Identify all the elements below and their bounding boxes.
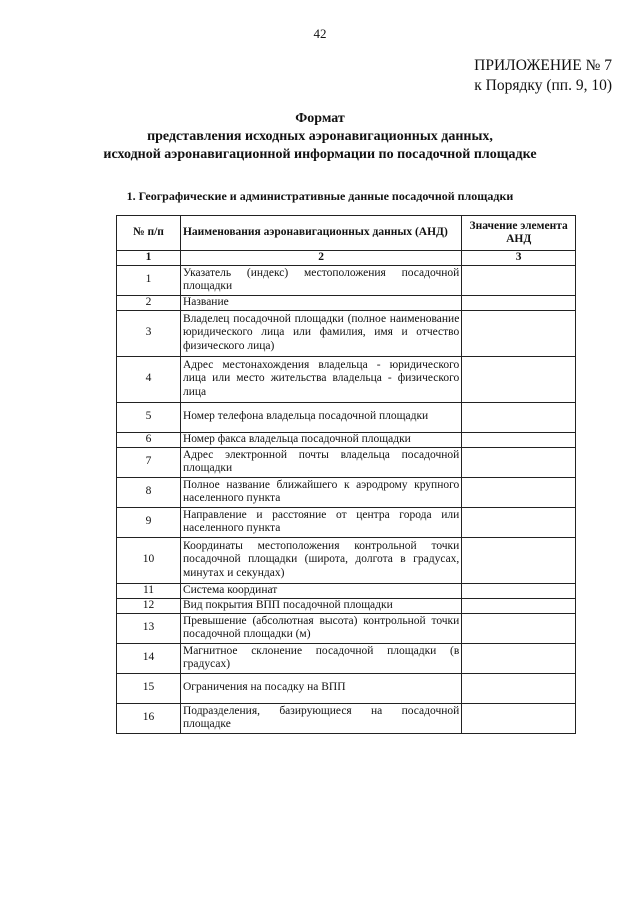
row-number: 12 bbox=[117, 598, 181, 613]
table-row bbox=[117, 613, 576, 643]
row-number: 13 bbox=[117, 613, 181, 643]
row-name: Номер факса владельца посадочной площадки bbox=[180, 432, 461, 447]
row-value bbox=[462, 477, 576, 507]
row-number: 10 bbox=[117, 537, 181, 583]
row-value bbox=[462, 447, 576, 477]
table-row bbox=[117, 598, 576, 613]
column-index-3: 3 bbox=[462, 251, 576, 266]
table-row bbox=[117, 310, 576, 356]
table-header-row bbox=[117, 216, 576, 251]
row-number: 7 bbox=[117, 447, 181, 477]
column-index-row bbox=[117, 251, 576, 266]
table-row bbox=[117, 673, 576, 703]
row-name: Указатель (индекс) местоположения посадочной площадки bbox=[180, 265, 461, 295]
row-value bbox=[462, 356, 576, 402]
row-value bbox=[462, 265, 576, 295]
row-name: Превышение (абсолютная высота) контрольной точки посадочной площадки (м) bbox=[180, 613, 461, 643]
row-name: Система координат bbox=[180, 583, 461, 598]
appendix-title: ПРИЛОЖЕНИЕ № 7 bbox=[474, 57, 612, 74]
row-number: 3 bbox=[117, 310, 181, 356]
title-line-3: исходной аэронавигационной информации по посадочной площадке bbox=[103, 147, 537, 162]
row-value bbox=[462, 432, 576, 447]
row-value bbox=[462, 295, 576, 310]
column-index-2: 2 bbox=[180, 251, 461, 266]
table-row bbox=[117, 643, 576, 673]
row-name: Подразделения, базирующиеся на посадочной площадке bbox=[180, 703, 461, 733]
table-row bbox=[117, 537, 576, 583]
document-title bbox=[0, 110, 640, 164]
row-value bbox=[462, 583, 576, 598]
row-value bbox=[462, 402, 576, 432]
row-name: Адрес местонахождения владельца - юридического лица или место жительства владельца - физического лица bbox=[180, 356, 461, 402]
row-number: 1 bbox=[117, 265, 181, 295]
row-number: 2 bbox=[117, 295, 181, 310]
row-number: 6 bbox=[117, 432, 181, 447]
row-name: Направление и расстояние от центра города или населенного пункта bbox=[180, 507, 461, 537]
aeronautical-data-table bbox=[116, 215, 576, 734]
table-row bbox=[117, 265, 576, 295]
table-row bbox=[117, 447, 576, 477]
section-title: 1. Географические и административные данные посадочной площадки bbox=[126, 189, 514, 203]
row-value bbox=[462, 598, 576, 613]
row-number: 9 bbox=[117, 507, 181, 537]
column-index-1: 1 bbox=[117, 251, 181, 266]
table-row bbox=[117, 295, 576, 310]
table-row bbox=[117, 356, 576, 402]
table-row bbox=[117, 477, 576, 507]
table-row bbox=[117, 402, 576, 432]
row-value bbox=[462, 703, 576, 733]
row-name: Координаты местоположения контрольной точки посадочной площадки (широта, долгота в градусах, минутах и секундах) bbox=[180, 537, 461, 583]
row-number: 4 bbox=[117, 356, 181, 402]
row-name: Магнитное склонение посадочной площадки (в градусах) bbox=[180, 643, 461, 673]
header-name: Наименования аэронавигационных данных (АНД) bbox=[180, 216, 461, 251]
row-value bbox=[462, 643, 576, 673]
row-number: 8 bbox=[117, 477, 181, 507]
table-row bbox=[117, 703, 576, 733]
row-value bbox=[462, 310, 576, 356]
row-value bbox=[462, 613, 576, 643]
title-line-2: представления исходных аэронавигационных данных, bbox=[147, 129, 493, 144]
appendix-subtitle: к Порядку (пп. 9, 10) bbox=[474, 77, 612, 94]
table-row bbox=[117, 583, 576, 598]
appendix-reference bbox=[474, 56, 612, 96]
row-name: Название bbox=[180, 295, 461, 310]
page-number: 42 bbox=[313, 26, 327, 41]
row-value bbox=[462, 507, 576, 537]
row-name: Адрес электронной почты владельца посадочной площадки bbox=[180, 447, 461, 477]
title-line-1: Формат bbox=[295, 111, 345, 126]
row-number: 5 bbox=[117, 402, 181, 432]
row-number: 15 bbox=[117, 673, 181, 703]
row-number: 11 bbox=[117, 583, 181, 598]
table-body bbox=[117, 265, 576, 733]
row-name: Владелец посадочной площадки (полное наименование юридического лица или фамилия, имя и отчество физического лица) bbox=[180, 310, 461, 356]
row-name: Ограничения на посадку на ВПП bbox=[180, 673, 461, 703]
row-number: 14 bbox=[117, 643, 181, 673]
header-value: Значение элемента АНД bbox=[462, 216, 576, 251]
row-value bbox=[462, 673, 576, 703]
row-name: Полное название ближайшего к аэродрому крупного населенного пункта bbox=[180, 477, 461, 507]
row-number: 16 bbox=[117, 703, 181, 733]
table-row bbox=[117, 507, 576, 537]
header-num: № п/п bbox=[117, 216, 181, 251]
table-row bbox=[117, 432, 576, 447]
row-name: Номер телефона владельца посадочной площадки bbox=[180, 402, 461, 432]
row-name: Вид покрытия ВПП посадочной площадки bbox=[180, 598, 461, 613]
row-value bbox=[462, 537, 576, 583]
